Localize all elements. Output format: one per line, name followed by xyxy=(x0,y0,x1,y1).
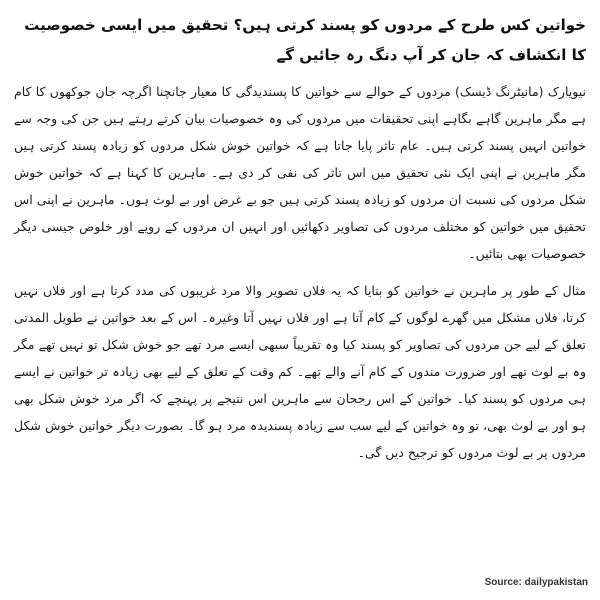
article-headline: خواتین کس طرح کے مردوں کو پسند کرتی ہیں؟ تحقیق میں ایسی خصوصیت کا انکشاف کہ جان کر آپ دنگ رہ جائیں گے xyxy=(24,16,586,64)
article-paragraph-2: مثال کے طور پر ماہرین نے خواتین کو بتایا کہ یہ فلاں تصویر والا مرد غریبوں کی مدد کرتا ہے اور فلاں نہیں کرتا، فلاں مشکل میں گھرے لوگوں کے کام آتا ہے اور فلاں نہیں آتا وغیرہ۔ اس کے بعد خواتین نے طویل المدتی تعلق کے لیے جن مردوں کی تصاویر کو پسند کیا وہ تقریباً سبھی ایسے مرد تھے جو خوش شکل تو نہیں تھے مگر وہ بے لوث تھے اور ضرورت مندوں کے کام آنے والے تھے۔ کم وقت کے تعلق کے لیے بھی زیادہ تر خواتین نے ایسے ہی مردوں کو پسند کیا۔ خواتین کے اس رجحان سے ماہرین اس نتیجے پر پہنچے کہ اگر مرد خوش شکل بھی ہو اور بے لوث بھی، تو وہ خواتین کے لیے سب سے زیادہ پسندیدہ مرد ہو گا۔ بصورت دیگر خواتین خوش شکل مردوں پر بے لوث مردوں کو ترجیح دیں گی۔ xyxy=(14,283,586,460)
article xyxy=(14,10,586,476)
source-credit: Source: dailypakistan xyxy=(484,577,588,588)
article-paragraph-1: نیویارک (مانیٹرنگ ڈیسک) مردوں کے حوالے سے خواتین کا پسندیدگی کا معیار جانچنا اگرچہ جان جوکھوں کا کام ہے مگر ماہرین گاہے بگاہے اپنی تحقیقات میں مردوں کی وہ خصوصیات بیان کرتے رہتے ہیں جن کی وجہ سے خواتین انہیں پسند کرتی ہیں۔ عام تاثر پایا جاتا ہے کہ خواتین خوش شکل مردوں کو زیادہ پسند کرتی ہیں مگر ماہرین نے اپنی ایک نئی تحقیق میں اس تاثر کی نفی کر دی ہے۔ ماہرین کا کہنا ہے کہ خواتین خوش شکل مردوں کی نسبت ان مردوں کو زیادہ پسند کرتی ہیں جو بے غرض اور بے لوث ہوں۔ ماہرین نے اپنی اس تحقیق میں خواتین کو مختلف مردوں کی تصاویر دکھائیں اور انہیں ان مردوں کے رویے اور خلوص جیسی دیگر خصوصیات بھی بتائیں۔ xyxy=(14,84,586,261)
